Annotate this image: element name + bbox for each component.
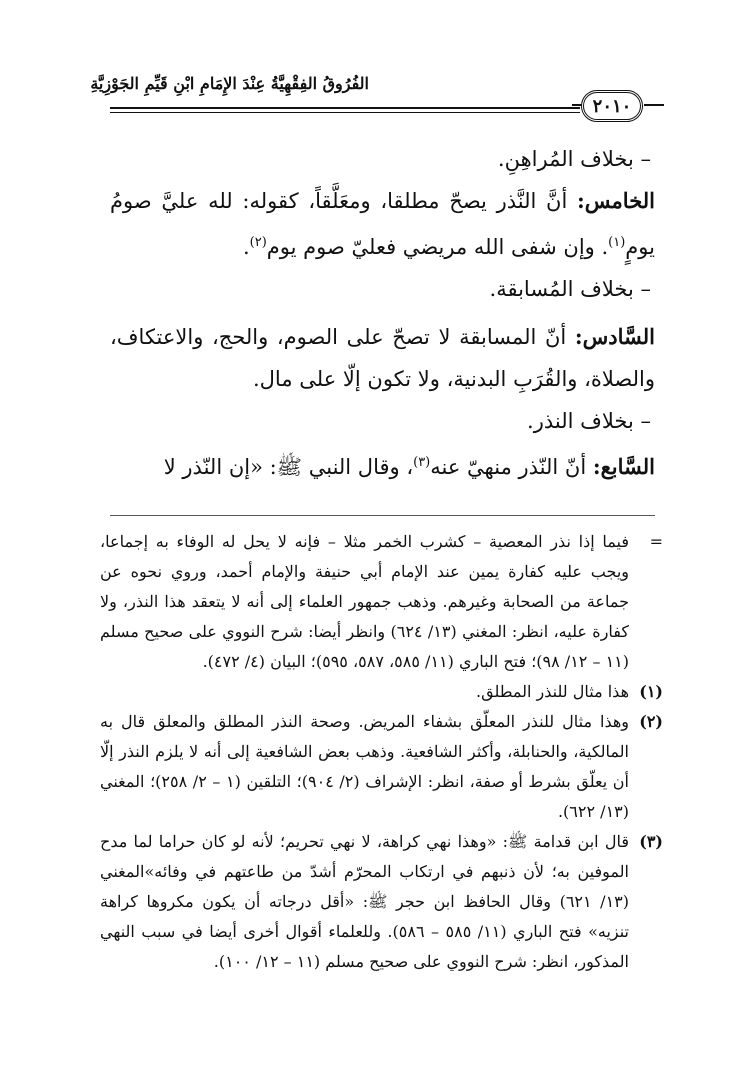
running-header-title: الفُرُوقُ الفِقْهِيَّةُ عِنْدَ الإِمَامِ ابْنِ قَيِّمِ الجَوْزِيَّةِ <box>90 74 369 93</box>
footnote-marker: (١) <box>639 682 663 701</box>
page-number-badge <box>581 90 643 122</box>
footnote-1 <box>100 677 663 707</box>
fifth-text-end: . <box>242 235 250 259</box>
paragraph-fifth <box>110 180 655 268</box>
footnote-3 <box>100 827 663 977</box>
footnote-marker: (٢) <box>639 712 663 731</box>
label-sixth: السَّادس: <box>574 324 655 349</box>
header-rule <box>110 107 580 113</box>
fifth-text-b: . وإن شفى الله مريضي فعليّ صوم يوم <box>266 235 609 259</box>
page-number: ٢٠١٠ <box>592 95 632 117</box>
line-bikhilaf-nadhr: – بخلاف النذر. <box>527 409 651 433</box>
label-seventh: السَّابع: <box>592 454 655 479</box>
footnote-marker: (٣) <box>639 832 663 851</box>
footnote-text: وهذا مثال للنذر المعلّق بشفاء المريض. وصحة النذر المطلق والمعلق قال به المالكية، والحنابلة، وأكثر الشافعية. وذهب بعض الشافعية إلى أنه لا يلزم النذر إلّا أن يعلّق بشرط أو صفة، انظر: الإشراف (٢/ ٩٠٤)؛ التلقين (١ – ٢/ ٢٥٨)؛ المغني (١٣/ ٦٢٢). <box>100 712 629 821</box>
footnote-ref-2[interactable]: (٢) <box>249 235 267 250</box>
footnote-ref-3[interactable]: (٣) <box>413 455 431 470</box>
footnotes <box>100 527 663 977</box>
footnote-text: قال ابن قدامة ﷺ: «وهذا نهي كراهة، لا نهي تحريم؛ لأنه لو كان حراما لما مدح الموفين به؛ لأن ذنبهم في ارتكاب المحرّم أشدّ من طاعتهم في وفائه»المغني (١٣/ ٦٢١) وقال الحافظ ابن حجر ﷺ: «أقل درجاته أن يكون مكروها كراهة تنزيه» فتح الباري (١١/ ٥٨٥ – ٥٨٦). وللعلماء أقوال أخرى أيضا في سبب النهي المذكور، انظر: شرح النووي على صحيح مسلم (١١ – ١٢/ ١٠٠). <box>100 832 630 971</box>
fifth-text-a: أنَّ النَّذر يصحّ مطلقا، ومعَلَّقاً، كقوله: لله عليَّ صومُ يومٍ <box>110 189 655 259</box>
footnote-continued <box>100 527 663 677</box>
footnote-text: فيما إذا نذر المعصية – كشرب الخمر مثلا – فإنه لا يحل له الوفاء به إجماعا، ويجب عليه كفارة يمين عند الإمام أبي حنيفة والإمام أحمد، وروي نحوه عن جماعة من الصحابة وغيرهم. وذهب جمهور العلماء إلى أنه لا يتعقد هذا النذر، ولا كفارة عليه، انظر: المغني (١٣/ ٦٢٤) وانظر أيضا: شرح النووي على صحيح مسلم (١١ – ١٢/ ٩٨)؛ فتح الباري (١١/ ٥٨٥، ٥٨٧، ٥٩٥)؛ البيان (٤/ ٤٧٢). <box>100 532 629 671</box>
footnote-marker: = <box>649 532 663 551</box>
seventh-text-a: أنّ النّذر منهيّ عنه <box>430 455 587 479</box>
paragraph-seventh <box>110 442 655 488</box>
label-fifth: الخامس: <box>577 188 655 213</box>
footnote-ref-1[interactable]: (١) <box>608 235 626 250</box>
seventh-text-b: ، وقال النبي ﷺ: «إن النّذر لا <box>163 455 414 479</box>
sixth-text: أنّ المسابقة لا تصحّ على الصوم، والحج، والاعتكاف، والصلاة، والقُرَبِ البدنية، ولا تكون إلّا على مال. <box>110 325 655 391</box>
main-text <box>110 138 655 488</box>
line-bikhilaf-musabaqa: – بخلاف المُسابقة. <box>489 277 651 301</box>
header-rule-cap-right <box>644 104 664 106</box>
footnote-2 <box>100 707 663 827</box>
paragraph-sixth <box>110 316 655 400</box>
line-bikhilaf-murahin: – بخلاف المُراهِنِ. <box>497 147 651 171</box>
footnote-separator <box>110 515 655 516</box>
footnote-text: هذا مثال للنذر المطلق. <box>476 682 629 701</box>
